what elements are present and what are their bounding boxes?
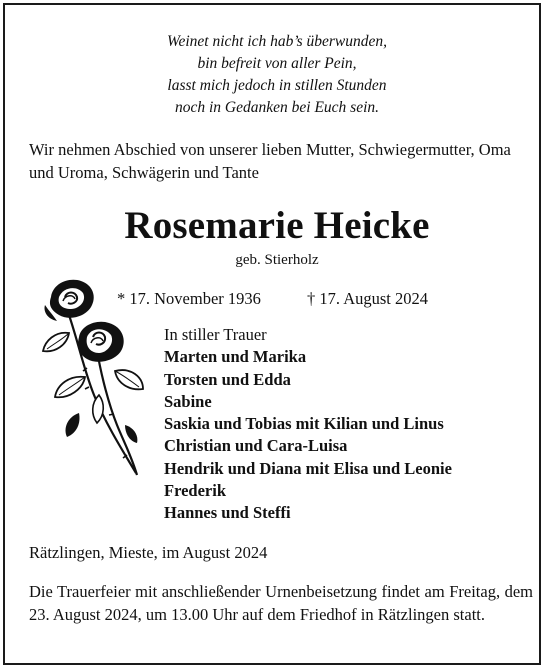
poem [5,31,549,119]
poem-line: bin befreit von aller Pein, [197,55,357,72]
mourners-list [164,324,452,525]
life-dates [117,288,429,310]
mourner-name: Marten und Marika [164,347,307,367]
poem-line: noch in Gedanken bei Euch sein. [174,99,380,116]
mourner-name: Saskia und Tobias mit Kilian und Linus [164,414,444,434]
intro-text: Wir nehmen Abschied von unserer lieben Mutter, Schwiegermutter, Oma und Uroma, Schwägerin und Tante [29,140,511,182]
mourner-name: Hendrik und Diana mit Elisa und Leonie [164,458,452,478]
mourner-name: Sabine [164,391,212,411]
poem-line: lasst mich jedoch in stillen Stunden [167,77,387,94]
death-date: † 17. August 2024 [307,289,429,308]
place-and-date: Rätzlingen, Mieste, im August 2024 [29,543,268,562]
birth-date: * 17. November 1936 [117,289,261,308]
mourner-name: Hannes und Steffi [164,503,291,523]
mourning-lead: In stiller Trauer [164,325,267,344]
funeral-notice: Die Trauerfeier mit anschließender Urnenbeisetzung findet am Freitag, dem 23. August 2024, um 13.00 Uhr auf dem Friedhof in Rätzlingen statt. [29,582,533,624]
deceased-name: Rosemarie Heicke [124,204,430,247]
mourner-name: Frederik [164,481,227,501]
poem-line: Weinet nicht ich hab’s überwunden, [167,33,387,50]
mourner-name: Christian und Cara-Luisa [164,436,348,456]
maiden-name: geb. Stierholz [235,252,319,268]
mourner-name: Torsten und Edda [164,369,291,389]
obituary-frame [3,3,541,665]
